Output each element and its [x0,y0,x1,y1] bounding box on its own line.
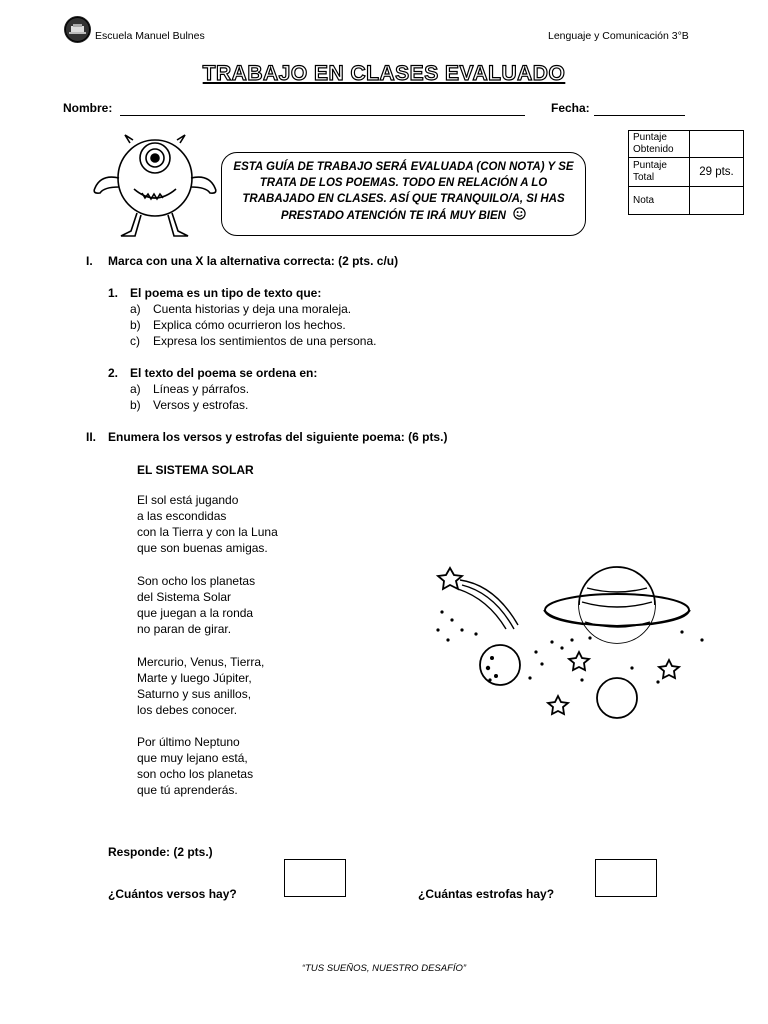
stanzas-question: ¿Cuántas estrofas hay? [418,887,555,901]
score-table [628,130,744,215]
name-field[interactable] [120,101,525,116]
poem-verse: que muy lejano está, [137,751,248,765]
score-obtained-value[interactable] [690,131,744,158]
respond-label: Responde: (2 pts.) [108,845,213,859]
poem-verse: Saturno y sus anillos, [137,687,252,701]
score-total-value: 29 pts. [690,158,744,187]
stanzas-answer-box[interactable] [595,859,657,897]
poem-verse: Son ocho los planetas [137,574,256,588]
school-name: Escuela Manuel Bulnes [95,30,205,42]
poem-verse: que juegan a la ronda [137,606,254,620]
date-label: Fecha: [551,101,590,115]
poem-verse: Por último Neptuno [137,735,240,749]
section-1-instruction: Marca con una X la alternativa correcta: (2 pts. c/u) [108,254,399,268]
option-letter: a) [130,302,141,316]
poem-verse: a las escondidas [137,509,227,523]
poem-stanza-2 [137,573,255,637]
poem-verse: no paran de girar. [137,622,232,636]
grade-label: Nota [629,187,690,215]
option-letter: b) [130,318,141,332]
option-text[interactable]: Explica cómo ocurrieron los hechos. [153,318,346,332]
grade-value[interactable] [690,187,744,215]
name-label: Nombre: [63,101,113,115]
option-text[interactable]: Expresa los sentimientos de una persona. [153,334,377,348]
option-letter: c) [130,334,140,348]
poem-stanza-4 [137,734,253,798]
poem-verse: son ocho los planetas [137,767,254,781]
question-1-text: El poema es un tipo de texto que: [130,286,322,300]
option-letter: b) [130,398,141,412]
score-obtained-label: Puntaje Obtenido [629,131,690,158]
monster-illustration [92,133,218,241]
score-total-label: Puntaje Total [629,158,690,187]
section-1-numeral: I. [86,254,93,268]
notice-line-1: ESTA GUÍA DE TRABAJO SERÁ EVALUADA (CON NOTA) Y SE [233,161,574,173]
option-text[interactable]: Líneas y párrafos. [153,382,250,396]
solar-system-illustration [432,560,712,720]
poem-stanza-1 [137,492,278,556]
option-letter: a) [130,382,141,396]
poem-verse: que tú aprenderás. [137,783,238,797]
poem-verse: con la Tierra y con la Luna [137,525,278,539]
subject-label: Lenguaje y Comunicación 3°B [548,30,689,42]
poem-verse: Marte y luego Júpiter, [137,671,252,685]
school-logo [64,16,91,43]
poem-verse: del Sistema Solar [137,590,232,604]
question-1-number: 1. [108,286,119,300]
poem-verse: El sol está jugando [137,493,239,507]
notice-line-2: TRATA DE LOS POEMAS. TODO EN RELACIÓN A LO [259,177,548,189]
evaluation-notice [221,152,586,236]
poem-verse: Mercurio, Venus, Tierra, [137,655,265,669]
notice-line-4: PRESTADO ATENCIÓN TE IRÁ MUY BIEN [280,210,506,223]
footer-motto: “TUS SUEÑOS, NUESTRO DESAFÍO” [301,963,467,974]
verses-answer-box[interactable] [284,859,346,897]
page-title: TRABAJO EN CLASES EVALUADO [202,62,566,85]
date-field[interactable] [594,101,685,116]
section-2-numeral: II. [86,430,97,444]
poem-stanza-3 [137,654,264,718]
poem-title: EL SISTEMA SOLAR [137,463,254,477]
poem-verse: los debes conocer. [137,703,238,717]
notice-line-3: TRABAJADO EN CLASES. ASÍ QUE TRANQUILO/A, SI HAS [242,193,565,205]
question-2-text: El texto del poema se ordena en: [130,366,318,380]
verses-question: ¿Cuántos versos hay? [108,887,237,901]
option-text[interactable]: Cuenta historias y deja una moraleja. [153,302,352,316]
option-text[interactable]: Versos y estrofas. [153,398,249,412]
question-2-number: 2. [108,366,119,380]
poem-verse: que son buenas amigas. [137,541,268,555]
section-2-instruction: Enumera los versos y estrofas del siguiente poema: (6 pts.) [108,430,448,444]
smiley-icon [513,207,526,225]
